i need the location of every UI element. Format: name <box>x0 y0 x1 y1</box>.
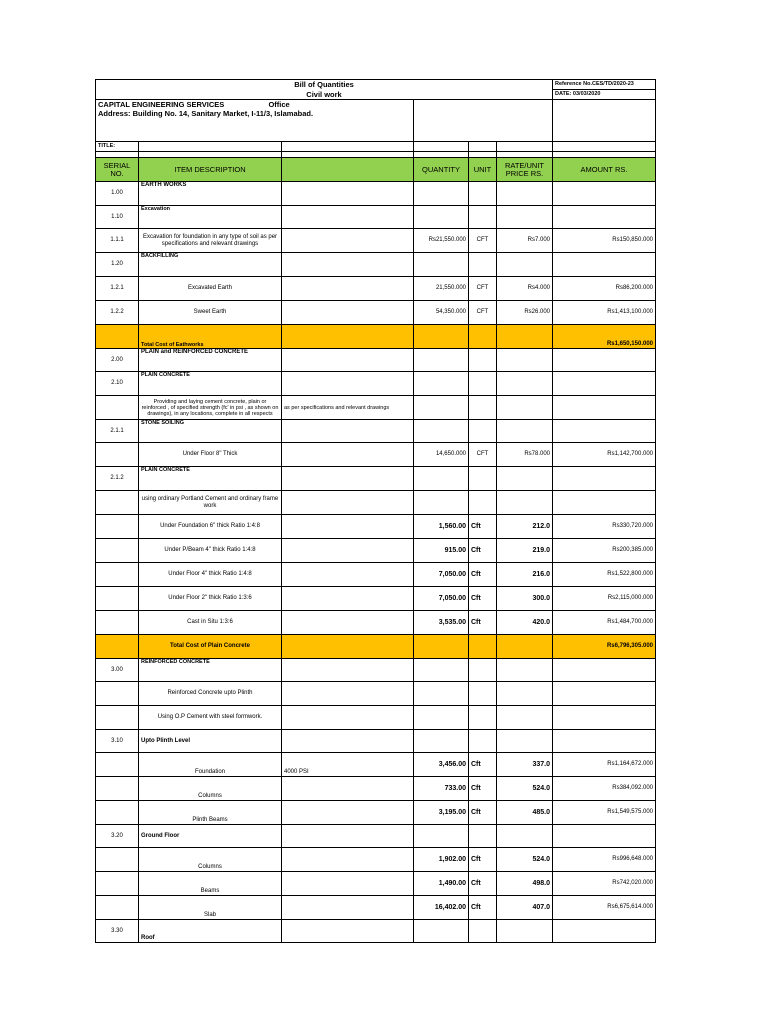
amount: Rs86,200.000 <box>553 277 656 301</box>
quantity: 1,560.00 <box>414 515 469 539</box>
table-row <box>96 777 656 801</box>
item-description: Foundation <box>139 753 282 777</box>
doc-date: DATE: 03/03/2020 <box>553 90 656 100</box>
section-row <box>96 659 656 682</box>
section-row <box>96 349 656 372</box>
serial-number: 1.2.1 <box>96 277 139 301</box>
amount: Rs200,385.000 <box>553 539 656 563</box>
section-title: BACKFILLING <box>139 253 282 277</box>
item-description: Under P/Beam 4" thick Ratio 1:4:8 <box>139 539 282 563</box>
office-label: Office <box>268 100 290 109</box>
table-row <box>96 706 656 730</box>
quantity: 21,550.000 <box>414 277 469 301</box>
unit: Cft <box>469 611 497 635</box>
quantity: 7,050.00 <box>414 563 469 587</box>
quantity: Rs21,550.000 <box>414 229 469 253</box>
section-row <box>96 467 656 491</box>
table-row <box>96 682 656 706</box>
table-row <box>96 801 656 825</box>
col-quantity: QUANTITY <box>414 158 469 182</box>
section-row <box>96 206 656 229</box>
quantity: 1,902.00 <box>414 848 469 872</box>
item-description: Columns <box>139 848 282 872</box>
serial-number: 3.20 <box>96 825 139 848</box>
amount: Rs996,648.000 <box>553 848 656 872</box>
total-amount: Rs6,796,305.000 <box>553 635 656 659</box>
amount: Rs6,675,614.000 <box>553 896 656 920</box>
quantity: 1,490.00 <box>414 872 469 896</box>
item-description: Excavated Earth <box>139 277 282 301</box>
table-row <box>96 491 656 515</box>
col-rate: RATE/UNIT PRICE RS. <box>497 158 553 182</box>
unit: Cft <box>469 587 497 611</box>
item-description: Slab <box>139 896 282 920</box>
rate: 524.0 <box>497 777 553 801</box>
reference-number: Reference No.CES/TD/2020-23 <box>553 80 656 90</box>
table-row <box>96 229 656 253</box>
unit: Cft <box>469 848 497 872</box>
item-description: Reinforced Concrete upto Plinth <box>139 682 282 706</box>
total-label: Total Cost of Eathworks <box>139 325 282 349</box>
rate: 498.0 <box>497 872 553 896</box>
table-row <box>96 443 656 467</box>
section-row <box>96 253 656 277</box>
section-title: Ground Floor <box>139 825 282 848</box>
rate: 216.0 <box>497 563 553 587</box>
section-title: PLAIN CONCRETE <box>139 372 282 396</box>
amount: Rs1,522,800.000 <box>553 563 656 587</box>
amount: Rs1,484,700.000 <box>553 611 656 635</box>
item-description: Under Floor 2" thick Ratio 1:3:6 <box>139 587 282 611</box>
serial-number: 1.20 <box>96 253 139 277</box>
amount: Rs742,020.000 <box>553 872 656 896</box>
table-row <box>96 611 656 635</box>
serial-number: 3.00 <box>96 659 139 682</box>
section-row <box>96 182 656 206</box>
col-unit: UNIT <box>469 158 497 182</box>
unit: Cft <box>469 515 497 539</box>
rate: 212.0 <box>497 515 553 539</box>
unit: Cft <box>469 872 497 896</box>
col-item-description: ITEM DESCRIPTION <box>139 158 282 182</box>
serial-number: 1.2.2 <box>96 301 139 325</box>
unit: Cft <box>469 753 497 777</box>
rate: 485.0 <box>497 801 553 825</box>
table-row <box>96 515 656 539</box>
quantity: 7,050.00 <box>414 587 469 611</box>
rate: 407.0 <box>497 896 553 920</box>
table-row <box>96 396 656 420</box>
unit: CFT <box>469 443 497 467</box>
table-row <box>96 301 656 325</box>
section-title: EARTH WORKS <box>139 182 282 206</box>
rate: 219.0 <box>497 539 553 563</box>
company-address: Address: Building No. 14, Sanitary Market, I-11/3, Islamabad. <box>98 109 314 118</box>
rate: Rs7.000 <box>497 229 553 253</box>
rate: 337.0 <box>497 753 553 777</box>
serial-number: 3.10 <box>96 730 139 753</box>
section-row <box>96 825 656 848</box>
boq-table <box>95 79 656 943</box>
total-label: Total Cost of Plain Concrete <box>139 635 282 659</box>
rate: 300.0 <box>497 587 553 611</box>
quantity: 14,650.000 <box>414 443 469 467</box>
table-row <box>96 896 656 920</box>
rate: 524.0 <box>497 848 553 872</box>
item-description: Sweet Earth <box>139 301 282 325</box>
item-description: Under Floor 4" thick Ratio 1:4:8 <box>139 563 282 587</box>
table-row <box>96 539 656 563</box>
item-note: as per specifications and relevant drawings <box>282 396 414 420</box>
table-row <box>96 848 656 872</box>
serial-number: 1.00 <box>96 182 139 206</box>
unit: CFT <box>469 277 497 301</box>
section-title: STONE SOILING <box>139 420 282 443</box>
item-description: Excavation for foundation in any type of soil as per specifications and relevant drawings <box>139 229 282 253</box>
serial-number: 2.1.2 <box>96 467 139 491</box>
item-description: Using O.P Cement with steel formwork. <box>139 706 282 730</box>
total-row <box>96 635 656 659</box>
table-row <box>96 277 656 301</box>
item-description: using ordinary Portland Cement and ordinary frame work <box>139 491 282 515</box>
unit: CFT <box>469 301 497 325</box>
serial-number: 1.1.1 <box>96 229 139 253</box>
item-description: Under Foundation 6" thick Ratio 1:4:8 <box>139 515 282 539</box>
total-row <box>96 325 656 349</box>
total-amount: Rs1,650,150.000 <box>553 325 656 349</box>
unit: Cft <box>469 801 497 825</box>
section-title: Roof <box>139 920 282 943</box>
item-description: Cast in Situ 1:3:6 <box>139 611 282 635</box>
unit: Cft <box>469 896 497 920</box>
item-description: Providing and laying cement concrete, plain or reinforced , of specified strength (fc' in psi , as shown on drawings), in any locations, complete in all respects <box>139 396 282 420</box>
amount: Rs330,720.000 <box>553 515 656 539</box>
unit: Cft <box>469 563 497 587</box>
section-title: Excavation <box>139 206 282 229</box>
col-amount: AMOUNT RS. <box>553 158 656 182</box>
bill-of-quantities-sheet <box>95 79 655 943</box>
col-serial: SERIAL NO. <box>96 158 139 182</box>
quantity: 16,402.00 <box>414 896 469 920</box>
column-header-row <box>96 158 656 182</box>
amount: Rs1,549,575.000 <box>553 801 656 825</box>
company-name: CAPITAL ENGINEERING SERVICES <box>98 100 225 109</box>
serial-number: 2.1.1 <box>96 420 139 443</box>
table-row <box>96 753 656 777</box>
unit: Cft <box>469 777 497 801</box>
quantity: 3,195.00 <box>414 801 469 825</box>
title-label: TITLE: <box>96 142 139 152</box>
quantity: 3,456.00 <box>414 753 469 777</box>
amount: Rs150,850.000 <box>553 229 656 253</box>
table-row <box>96 563 656 587</box>
quantity: 915.00 <box>414 539 469 563</box>
table-row <box>96 872 656 896</box>
unit: CFT <box>469 229 497 253</box>
item-note: 4000 PSI <box>282 753 414 777</box>
item-description: Beams <box>139 872 282 896</box>
amount: Rs384,092.000 <box>553 777 656 801</box>
doc-title: Bill of Quantities <box>96 80 553 90</box>
amount: Rs1,164,672.000 <box>553 753 656 777</box>
amount: Rs1,142,700.000 <box>553 443 656 467</box>
serial-number: 2.00 <box>96 349 139 372</box>
rate: 420.0 <box>497 611 553 635</box>
section-row <box>96 920 656 943</box>
rate: Rs78.000 <box>497 443 553 467</box>
amount: Rs1,413,100.000 <box>553 301 656 325</box>
table-row <box>96 587 656 611</box>
item-description: Under Floor 8" Thick <box>139 443 282 467</box>
section-title: PLAIN and REINFORCED CONCRETE <box>139 349 282 372</box>
rate: Rs26.000 <box>497 301 553 325</box>
company-block <box>96 100 414 142</box>
amount: Rs2,115,000.000 <box>553 587 656 611</box>
rate: Rs4.000 <box>497 277 553 301</box>
section-title: PLAIN CONCRETE <box>139 467 282 491</box>
item-description: Plinth Beams <box>139 801 282 825</box>
serial-number: 2.10 <box>96 372 139 396</box>
section-row <box>96 420 656 443</box>
doc-subtitle: Civil work <box>96 90 553 100</box>
section-row <box>96 372 656 396</box>
serial-number: 3.30 <box>96 920 139 943</box>
unit: Cft <box>469 539 497 563</box>
section-title: Upto Plinth Level <box>139 730 282 753</box>
quantity: 54,350.000 <box>414 301 469 325</box>
quantity: 733.00 <box>414 777 469 801</box>
quantity: 3,535.00 <box>414 611 469 635</box>
section-row <box>96 730 656 753</box>
serial-number: 1.10 <box>96 206 139 229</box>
section-title: REINFORCED CONCRETE <box>139 659 282 682</box>
item-description: Columns <box>139 777 282 801</box>
